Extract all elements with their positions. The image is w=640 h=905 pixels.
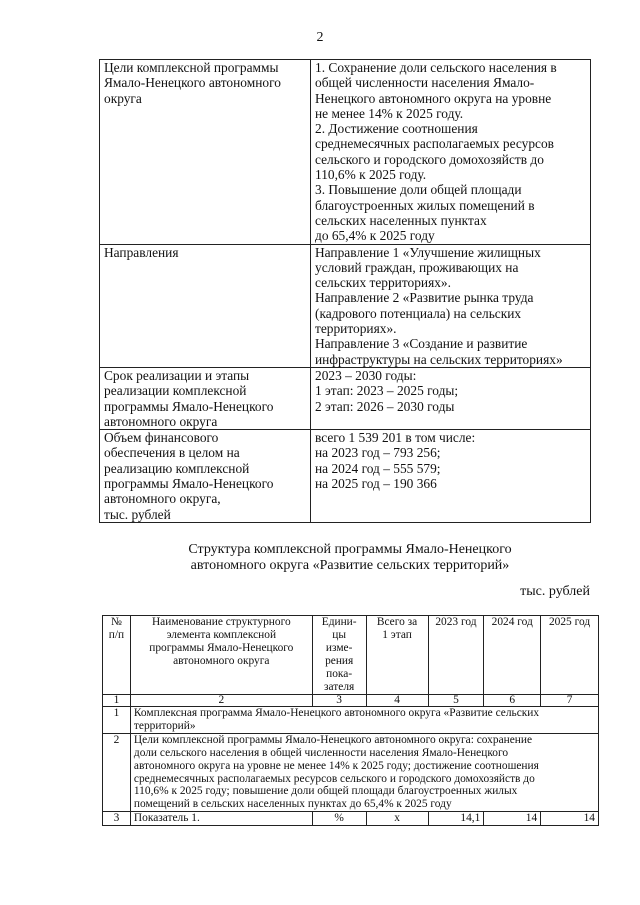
text-line: территориях».	[315, 321, 397, 337]
passport-value	[311, 60, 591, 245]
structure-table	[102, 615, 599, 826]
text-line: пока-	[326, 667, 353, 680]
passport-value	[311, 367, 591, 429]
text-line: территорий»	[133, 719, 196, 732]
column-number: 2	[130, 695, 312, 707]
text-line: Направление 3 «Создание и развитие	[315, 336, 528, 352]
text-line: 1 этап	[382, 628, 412, 641]
column-number: 4	[366, 695, 428, 707]
text-line: до 65,4% к 2025 году	[315, 228, 435, 244]
text-line: 2. Достижение соотношения	[315, 121, 478, 137]
units-label: тыс. рублей	[520, 584, 590, 599]
text-line: (кадрового потенциала) на сельских	[315, 305, 522, 321]
text-line: инфраструктуры на сельских территориях»	[315, 351, 563, 367]
text-line: программы Ямало-Ненецкого	[104, 398, 274, 414]
text-line: элемента комплексной	[166, 628, 277, 641]
text-line: 110,6% к 2025 году.	[315, 167, 427, 183]
table-row	[103, 707, 599, 734]
row-unit: %	[312, 812, 366, 826]
page-number: 2	[316, 30, 324, 45]
passport-value	[311, 430, 591, 523]
text-line: сельских территориях».	[315, 275, 451, 291]
passport-row-timeline	[100, 367, 591, 429]
text-line: Ямало-Ненецкого автономного	[104, 75, 281, 91]
text-line: обеспечения в целом на	[104, 445, 240, 461]
text-line: автономного округа на уровне не менее 14% к 2025 году; достижение соотношения	[133, 759, 539, 772]
header-total	[366, 616, 428, 695]
text-line: Направление 2 «Развитие рынка труда	[315, 290, 534, 306]
row-text	[130, 733, 598, 811]
text-line: помещений в сельских населенных пунктах до 65,4% к 2025 году	[133, 798, 452, 811]
text-line: п/п	[108, 628, 125, 641]
text-line: Объем финансового	[104, 430, 219, 446]
column-number: 7	[541, 695, 599, 707]
text-line: 1. Сохранение доли сельского населения в	[315, 60, 557, 75]
text-line: на 2024 год – 555 579;	[315, 460, 441, 476]
row-2023: 14,1	[428, 812, 484, 826]
text-line: №	[111, 616, 122, 628]
row-total: х	[366, 812, 428, 826]
text-line: 2023 – 2030 годы:	[315, 367, 417, 383]
passport-row-directions	[100, 244, 591, 367]
text-line: автономного округа,	[104, 491, 221, 507]
text-line: Направления	[104, 244, 179, 260]
text-line: тыс. рублей	[104, 506, 171, 522]
text-line: 110,6% к 2025 году; повышение доли общей площади благоустроенных жилых	[133, 785, 518, 798]
text-line: 2 этап: 2026 – 2030 годы	[315, 398, 455, 414]
header-unit	[312, 616, 366, 695]
header-name	[130, 616, 312, 695]
text-line: среднемесячных располагаемых ресурсов	[315, 136, 554, 152]
text-line: Едини-	[321, 616, 357, 628]
header-2024: 2024 год	[484, 616, 541, 695]
row-no: 3	[103, 812, 131, 826]
text-line: 3. Повышение доли общей площади	[315, 182, 522, 198]
text-line: Наименование структурного	[151, 616, 291, 628]
text-line: на 2023 год – 793 256;	[315, 445, 441, 461]
text-line: Цели комплексной программы Ямало-Ненецкого автономного округа: сохранение	[133, 733, 533, 746]
text-line: изме-	[325, 641, 353, 654]
passport-label	[100, 244, 311, 367]
text-line: сельских населенных пунктах	[315, 212, 487, 228]
text-line: не менее 14% к 2025 году.	[315, 105, 464, 121]
text-line: на 2025 год – 190 366	[315, 476, 437, 492]
title-line: Структура комплексной программы Ямало-Ненецкого	[188, 542, 512, 557]
row-name: Показатель 1.	[130, 812, 312, 826]
text-line: зателя	[324, 680, 355, 693]
text-line: программы Ямало-Ненецкого	[104, 476, 274, 492]
text-line: благоустроенных жилых помещений в	[315, 197, 535, 213]
text-line: доли сельского населения в общей численности населения Ямало-Ненецкого	[133, 746, 509, 759]
passport-label	[100, 60, 311, 245]
text-line: среднемесячных располагаемых ресурсов сельского и городского домохозяйств до	[133, 772, 535, 785]
row-no: 1	[103, 707, 131, 734]
text-line: реализации комплексной	[104, 383, 247, 399]
text-line: Направление 1 «Улучшение жилищных	[315, 244, 541, 260]
text-line: Всего за	[376, 616, 418, 628]
passport-value	[311, 244, 591, 367]
passport-label	[100, 430, 311, 523]
text-line: рения	[325, 654, 354, 667]
row-2024: 14	[484, 812, 541, 826]
table-row	[103, 733, 599, 811]
passport-table	[99, 59, 591, 523]
header-row	[103, 616, 599, 695]
title-line: автономного округа «Развитие сельских территорий»	[190, 558, 510, 573]
header-2023: 2023 год	[428, 616, 484, 695]
row-2025: 14	[541, 812, 599, 826]
text-line: общей численности населения Ямало-	[315, 75, 535, 91]
text-line: цы	[332, 628, 347, 641]
text-line: Цели комплексной программы	[104, 60, 279, 75]
header-no	[103, 616, 131, 695]
text-line: условий граждан, проживающих на	[315, 259, 519, 275]
text-line: реализацию комплексной	[104, 460, 250, 476]
passport-label	[100, 367, 311, 429]
text-line: сельского и городского домохозяйств до	[315, 151, 544, 167]
passport-row-funding	[100, 430, 591, 523]
column-number: 3	[312, 695, 366, 707]
text-line: 1 этап: 2023 – 2025 годы;	[315, 383, 459, 399]
structure-title	[0, 542, 640, 574]
header-2025: 2025 год	[541, 616, 599, 695]
row-text	[130, 707, 598, 734]
row-no: 2	[103, 733, 131, 811]
passport-row-goals	[100, 60, 591, 245]
text-line: округа	[104, 90, 142, 106]
text-line: Комплексная программа Ямало-Ненецкого автономного округа «Развитие сельских	[133, 707, 540, 719]
column-number: 6	[484, 695, 541, 707]
text-line: Срок реализации и этапы	[104, 367, 250, 383]
column-number-row	[103, 695, 599, 707]
text-line: автономного округа	[173, 654, 270, 667]
table-row	[103, 812, 599, 826]
column-number: 5	[428, 695, 484, 707]
text-line: автономного округа	[104, 413, 218, 429]
column-number: 1	[103, 695, 131, 707]
text-line: всего 1 539 201 в том числе:	[315, 430, 476, 446]
text-line: программы Ямало-Ненецкого	[149, 641, 294, 654]
text-line: Ненецкого автономного округа на уровне	[315, 90, 552, 106]
